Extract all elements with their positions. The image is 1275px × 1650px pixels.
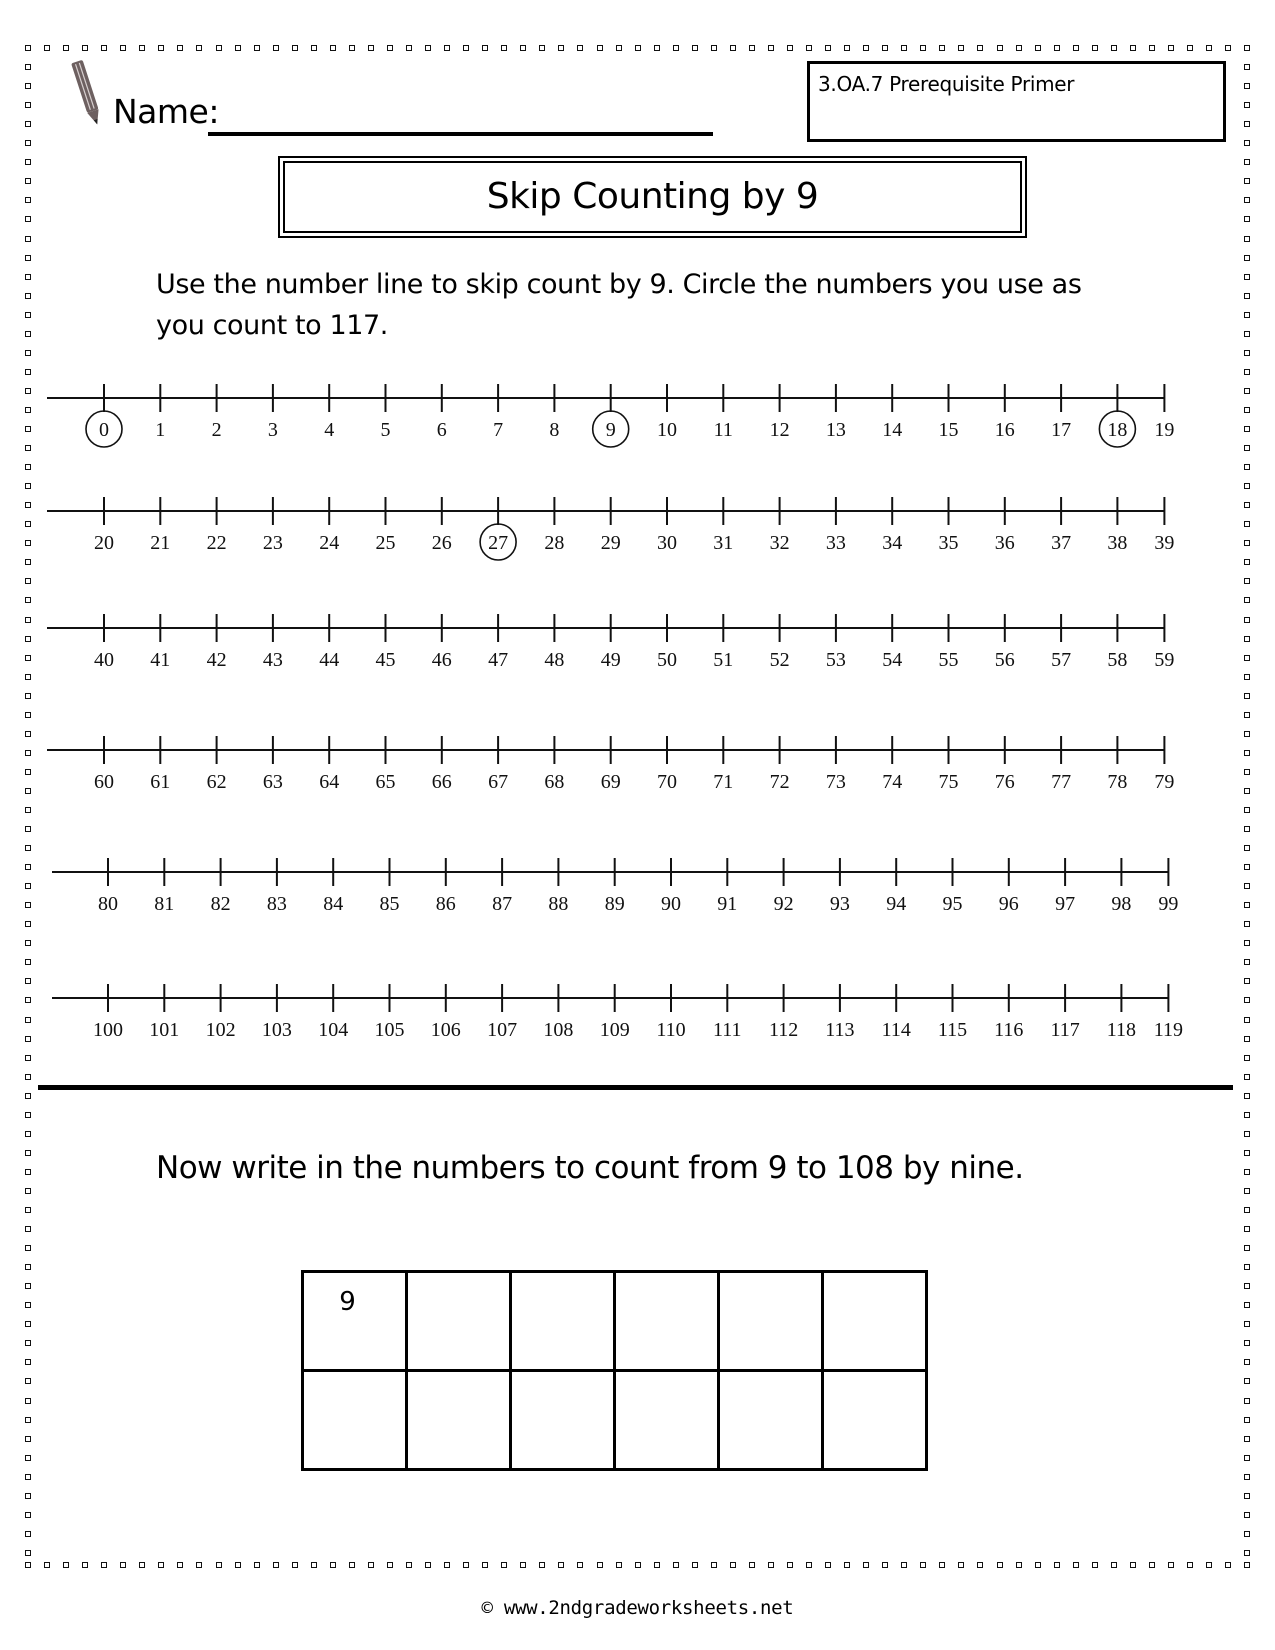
border-dot	[235, 1562, 241, 1568]
border-dot	[1244, 1112, 1250, 1118]
border-dot	[730, 1562, 736, 1568]
border-dot	[1168, 1562, 1174, 1568]
border-dot	[406, 1562, 412, 1568]
border-dot	[25, 1378, 31, 1384]
tick-label[interactable]: 108	[543, 1019, 574, 1041]
tick-label[interactable]: 92	[773, 893, 794, 915]
border-dot	[901, 1562, 907, 1568]
tick-label[interactable]: 117	[1050, 1019, 1080, 1041]
border-dot	[1244, 1226, 1250, 1232]
border-dot	[844, 1562, 850, 1568]
tick-label[interactable]: 15	[938, 419, 959, 441]
tick-label[interactable]: 5	[380, 419, 391, 441]
border-dot	[749, 1562, 755, 1568]
page-title: Skip Counting by 9	[486, 176, 819, 217]
border-dot	[1244, 1359, 1250, 1365]
border-dot	[63, 1562, 69, 1568]
tick-label[interactable]: 110	[656, 1019, 686, 1041]
border-dot	[25, 1550, 31, 1556]
border-dot	[958, 1562, 964, 1568]
tick-label[interactable]: 13	[825, 419, 846, 441]
answer-cell[interactable]	[407, 1272, 511, 1371]
answer-cell[interactable]	[303, 1371, 407, 1470]
number-line-row	[47, 736, 1174, 793]
tick-label[interactable]: 107	[487, 1019, 518, 1041]
border-dot	[539, 1562, 545, 1568]
border-dot	[254, 1562, 260, 1568]
answer-cell[interactable]	[719, 1272, 823, 1371]
border-dot	[292, 1562, 298, 1568]
tick-label[interactable]: 31	[713, 532, 734, 554]
tick-label[interactable]: 102	[205, 1019, 236, 1041]
tick-label[interactable]: 63	[262, 771, 283, 793]
tick-label[interactable]: 99	[1158, 893, 1179, 915]
border-dot	[501, 1562, 507, 1568]
border-dot	[25, 1455, 31, 1461]
tick-label[interactable]: 19	[1154, 419, 1175, 441]
number-line-row	[52, 984, 1183, 1041]
border-dot	[25, 1112, 31, 1118]
tick-label[interactable]: 35	[938, 532, 959, 554]
tick-label[interactable]: 64	[319, 771, 340, 793]
border-dot	[25, 1245, 31, 1251]
tick-label[interactable]: 104	[318, 1019, 349, 1041]
name-label: Name:	[113, 92, 219, 131]
tick-label[interactable]: 9	[605, 419, 616, 441]
tick-label[interactable]: 88	[548, 893, 569, 915]
border-dot	[1016, 1562, 1022, 1568]
border-dot	[558, 1562, 564, 1568]
tick-label[interactable]: 85	[379, 893, 400, 915]
tick-label[interactable]: 56	[994, 649, 1015, 671]
tick-label[interactable]: 20	[94, 532, 114, 554]
border-dot	[806, 1562, 812, 1568]
border-dot	[1244, 1321, 1250, 1327]
tick-label[interactable]: 89	[604, 893, 625, 915]
tick-label[interactable]: 83	[266, 893, 287, 915]
tick-label[interactable]: 38	[1107, 532, 1128, 554]
border-dot	[616, 1562, 622, 1568]
border-dot	[1244, 1302, 1250, 1308]
border-dot	[1244, 1474, 1250, 1480]
tick-label[interactable]: 101	[149, 1019, 180, 1041]
border-dot	[1244, 1562, 1250, 1568]
tick-label[interactable]: 46	[431, 649, 452, 671]
border-dot	[1244, 1398, 1250, 1404]
border-dot	[120, 1562, 126, 1568]
tick-label[interactable]: 60	[94, 771, 114, 793]
border-dot	[1187, 1562, 1193, 1568]
tick-label[interactable]: 74	[882, 771, 903, 793]
border-dot	[635, 1562, 641, 1568]
tick-label[interactable]: 75	[938, 771, 959, 793]
tick-label[interactable]: 7	[493, 419, 504, 441]
tick-label[interactable]: 69	[600, 771, 621, 793]
answer-cell-value: 9	[339, 1287, 356, 1317]
border-dot	[425, 1562, 431, 1568]
tick-label[interactable]: 70	[657, 771, 677, 793]
tick-label[interactable]: 43	[262, 649, 283, 671]
border-dot	[939, 1562, 945, 1568]
border-dot	[1035, 1562, 1041, 1568]
tick-label[interactable]: 30	[657, 532, 677, 554]
tick-label[interactable]: 10	[657, 419, 677, 441]
border-dot	[1244, 1245, 1250, 1251]
tick-label[interactable]: 37	[1051, 532, 1072, 554]
tick-label[interactable]: 91	[717, 893, 738, 915]
number-line-row	[47, 497, 1174, 560]
border-dot	[44, 1562, 50, 1568]
tick-label[interactable]: 87	[492, 893, 513, 915]
tick-label[interactable]: 68	[544, 771, 565, 793]
tick-label[interactable]: 100	[93, 1019, 123, 1041]
tick-label[interactable]: 113	[825, 1019, 855, 1041]
tick-label[interactable]: 54	[882, 649, 903, 671]
border-dot	[1244, 1150, 1250, 1156]
tick-label[interactable]: 109	[599, 1019, 630, 1041]
border-dot	[25, 1417, 31, 1423]
border-dot	[1206, 1562, 1212, 1568]
tick-label[interactable]: 51	[713, 649, 734, 671]
tick-label[interactable]: 16	[994, 419, 1015, 441]
tick-label[interactable]: 96	[998, 893, 1019, 915]
tick-label[interactable]: 34	[882, 532, 903, 554]
tick-label[interactable]: 26	[431, 532, 452, 554]
tick-label[interactable]: 80	[98, 893, 118, 915]
border-dot	[101, 1562, 107, 1568]
border-dot	[25, 1131, 31, 1137]
border-dot	[158, 1562, 164, 1568]
border-dot	[25, 1512, 31, 1518]
tick-label[interactable]: 95	[942, 893, 963, 915]
section-divider	[38, 1085, 1233, 1090]
border-dot	[711, 1562, 717, 1568]
tick-label[interactable]: 90	[661, 893, 681, 915]
border-dot	[1149, 1562, 1155, 1568]
tick-label[interactable]: 39	[1154, 532, 1175, 554]
border-dot	[863, 1562, 869, 1568]
tick-label[interactable]: 3	[267, 419, 278, 441]
border-dot	[1244, 1074, 1250, 1080]
border-dot	[1244, 1131, 1250, 1137]
tick-label[interactable]: 32	[769, 532, 790, 554]
border-dot	[25, 1226, 31, 1232]
tick-label[interactable]: 48	[544, 649, 565, 671]
border-dot	[825, 1562, 831, 1568]
tick-label[interactable]: 27	[488, 532, 509, 554]
border-dot	[25, 1321, 31, 1327]
tick-label[interactable]: 1	[155, 419, 166, 441]
tick-label[interactable]: 77	[1051, 771, 1072, 793]
border-dot	[1244, 1512, 1250, 1518]
border-dot	[177, 1562, 183, 1568]
border-dot	[25, 1474, 31, 1480]
border-dot	[349, 1562, 355, 1568]
tick-label[interactable]: 14	[882, 419, 903, 441]
border-dot	[692, 1562, 698, 1568]
tick-label[interactable]: 6	[436, 419, 447, 441]
border-dot	[1244, 1531, 1250, 1537]
border-dot	[25, 1207, 31, 1213]
tick-label[interactable]: 72	[769, 771, 790, 793]
tick-label[interactable]: 73	[825, 771, 846, 793]
border-dot	[25, 1283, 31, 1289]
border-dot	[139, 1562, 145, 1568]
border-dot	[1073, 1562, 1079, 1568]
border-dot	[25, 1398, 31, 1404]
border-dot	[25, 1169, 31, 1175]
tick-label[interactable]: 44	[319, 649, 340, 671]
border-dot	[463, 1562, 469, 1568]
border-dot	[787, 1562, 793, 1568]
tick-label[interactable]: 78	[1107, 771, 1128, 793]
border-dot	[920, 1562, 926, 1568]
tick-label[interactable]: 0	[99, 419, 109, 441]
tick-label[interactable]: 62	[206, 771, 227, 793]
border-dot	[1244, 1093, 1250, 1099]
tick-label[interactable]: 105	[374, 1019, 405, 1041]
tick-label[interactable]: 21	[150, 532, 171, 554]
answer-cell[interactable]	[823, 1371, 927, 1470]
border-dot	[311, 1562, 317, 1568]
tick-label[interactable]: 98	[1111, 893, 1132, 915]
tick-label[interactable]: 18	[1107, 419, 1128, 441]
tick-label[interactable]: 57	[1051, 649, 1072, 671]
tick-label[interactable]: 112	[768, 1019, 799, 1041]
border-dot	[25, 1436, 31, 1442]
tick-label[interactable]: 66	[431, 771, 452, 793]
tick-label[interactable]: 58	[1107, 649, 1128, 671]
answer-grid-row	[303, 1371, 927, 1470]
standard-label: 3.OA.7 Prerequisite Primer	[818, 72, 1075, 96]
tick-label[interactable]: 28	[544, 532, 565, 554]
border-dot	[1244, 1550, 1250, 1556]
border-dot	[25, 1264, 31, 1270]
border-dot	[368, 1562, 374, 1568]
tick-label[interactable]: 47	[488, 649, 509, 671]
tick-label[interactable]: 61	[150, 771, 171, 793]
tick-label[interactable]: 71	[713, 771, 734, 793]
border-dot	[25, 1150, 31, 1156]
number-line-row	[52, 858, 1178, 915]
tick-label[interactable]: 116	[994, 1019, 1024, 1041]
border-dot	[1244, 1207, 1250, 1213]
tick-label[interactable]: 22	[206, 532, 227, 554]
border-dot	[25, 1074, 31, 1080]
answer-cell[interactable]	[823, 1272, 927, 1371]
tick-label[interactable]: 103	[261, 1019, 292, 1041]
border-dot	[654, 1562, 660, 1568]
tick-label[interactable]: 49	[600, 649, 621, 671]
tick-label[interactable]: 97	[1055, 893, 1076, 915]
tick-label[interactable]: 12	[769, 419, 790, 441]
border-dot	[216, 1562, 222, 1568]
tick-label[interactable]: 8	[549, 419, 560, 441]
border-dot	[25, 1302, 31, 1308]
border-dot	[1244, 1340, 1250, 1346]
tick-label[interactable]: 94	[886, 893, 907, 915]
section2-instructions: Now write in the numbers to count from 9 to 108 by nine.	[156, 1150, 1024, 1186]
tick-label[interactable]: 106	[430, 1019, 461, 1041]
tick-label[interactable]: 36	[994, 532, 1015, 554]
tick-label[interactable]: 42	[206, 649, 227, 671]
tick-label[interactable]: 86	[435, 893, 456, 915]
tick-label[interactable]: 17	[1051, 419, 1072, 441]
border-dot	[977, 1562, 983, 1568]
tick-label[interactable]: 4	[324, 419, 335, 441]
tick-label[interactable]: 84	[323, 893, 344, 915]
border-dot	[273, 1562, 279, 1568]
border-dot	[577, 1562, 583, 1568]
border-dot	[1111, 1562, 1117, 1568]
answer-cell[interactable]	[615, 1371, 719, 1470]
border-dot	[997, 1562, 1003, 1568]
tick-label[interactable]: 53	[825, 649, 846, 671]
tick-label[interactable]: 40	[94, 649, 114, 671]
border-dot	[1244, 1417, 1250, 1423]
tick-label[interactable]: 93	[829, 893, 850, 915]
border-dot	[196, 1562, 202, 1568]
tick-label[interactable]: 55	[938, 649, 959, 671]
tick-label[interactable]: 119	[1153, 1019, 1184, 1041]
tick-label[interactable]: 52	[769, 649, 790, 671]
border-dot	[1244, 1455, 1250, 1461]
answer-grid-row	[303, 1272, 927, 1371]
tick-label[interactable]: 50	[657, 649, 677, 671]
border-dot	[1244, 1264, 1250, 1270]
answer-cell[interactable]	[303, 1272, 407, 1371]
number-line-row	[47, 384, 1174, 447]
border-dot	[25, 1531, 31, 1537]
tick-label[interactable]: 11	[713, 419, 733, 441]
border-dot	[25, 1340, 31, 1346]
border-dot	[882, 1562, 888, 1568]
border-dot	[25, 1359, 31, 1365]
border-dot	[25, 1562, 31, 1568]
tick-label[interactable]: 2	[211, 419, 222, 441]
answer-grid	[301, 1270, 928, 1471]
border-dot	[1244, 1169, 1250, 1175]
border-dot	[387, 1562, 393, 1568]
border-dot	[673, 1562, 679, 1568]
answer-cell[interactable]	[615, 1272, 719, 1371]
tick-label[interactable]: 118	[1106, 1019, 1137, 1041]
tick-label[interactable]: 23	[262, 532, 283, 554]
border-dot	[482, 1562, 488, 1568]
border-dot	[1244, 1188, 1250, 1194]
tick-label[interactable]: 67	[488, 771, 509, 793]
border-dot	[444, 1562, 450, 1568]
tick-label[interactable]: 45	[375, 649, 396, 671]
border-dot	[1054, 1562, 1060, 1568]
border-dot	[330, 1562, 336, 1568]
number-line-row	[47, 614, 1174, 671]
border-dot	[25, 1493, 31, 1499]
border-dot	[1244, 1378, 1250, 1384]
answer-cell[interactable]	[511, 1272, 615, 1371]
border-dot	[597, 1562, 603, 1568]
answer-cell[interactable]	[719, 1371, 823, 1470]
tick-label[interactable]: 33	[825, 532, 846, 554]
border-dot	[25, 1093, 31, 1099]
border-dot	[768, 1562, 774, 1568]
border-dot	[1244, 1493, 1250, 1499]
tick-label[interactable]: 79	[1154, 771, 1175, 793]
tick-label[interactable]: 81	[154, 893, 175, 915]
border-dot	[520, 1562, 526, 1568]
tick-label[interactable]: 114	[881, 1019, 911, 1041]
border-dot	[1092, 1562, 1098, 1568]
tick-label[interactable]: 59	[1154, 649, 1175, 671]
tick-label[interactable]: 115	[937, 1019, 968, 1041]
tick-label[interactable]: 41	[150, 649, 171, 671]
tick-label[interactable]: 24	[319, 532, 340, 554]
tick-label[interactable]: 65	[375, 771, 396, 793]
border-dot	[82, 1562, 88, 1568]
tick-label[interactable]: 29	[600, 532, 621, 554]
tick-label[interactable]: 76	[994, 771, 1015, 793]
border-dot	[25, 1188, 31, 1194]
tick-label[interactable]: 25	[375, 532, 396, 554]
instructions-text: Use the number line to skip count by 9. Circle the numbers you use as you count to 117.	[156, 269, 1082, 341]
border-dot	[1244, 1283, 1250, 1289]
answer-cell[interactable]	[511, 1371, 615, 1470]
footer-copyright: © www.2ndgradeworksheets.net	[481, 1597, 794, 1619]
border-dot	[1244, 1436, 1250, 1442]
answer-cell[interactable]	[407, 1371, 511, 1470]
border-dot	[1130, 1562, 1136, 1568]
tick-label[interactable]: 111	[713, 1019, 742, 1041]
border-dot	[1225, 1562, 1231, 1568]
tick-label[interactable]: 82	[210, 893, 231, 915]
